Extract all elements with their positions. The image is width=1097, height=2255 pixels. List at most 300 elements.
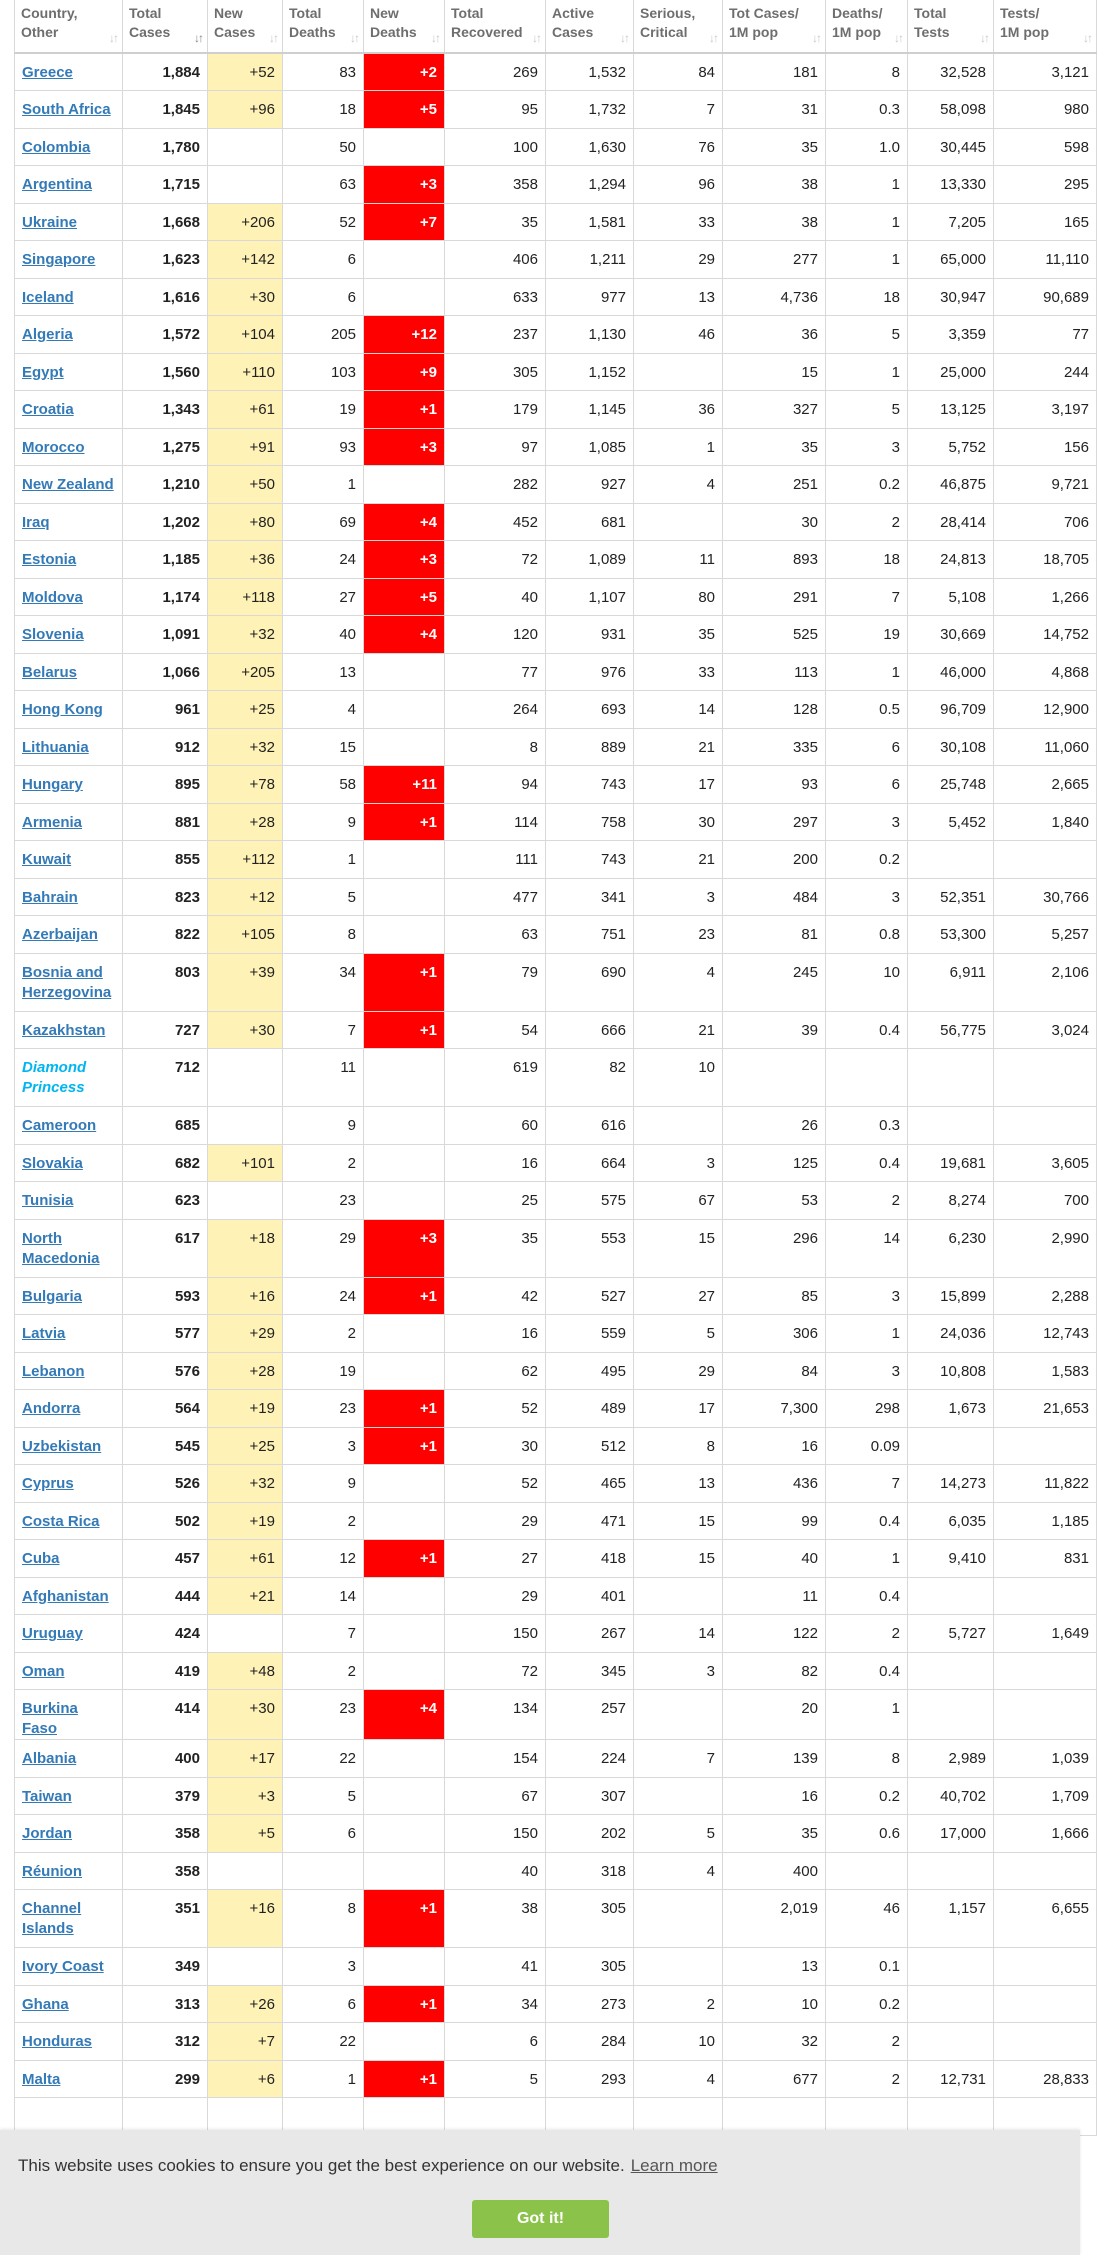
table-row xyxy=(15,541,1097,579)
cell-country-other[interactable] xyxy=(15,1219,123,1277)
cell-total-deaths: 8 xyxy=(283,916,364,954)
cell-total-cases: 1,780 xyxy=(123,128,208,166)
cell-totcases-1mpop: 53 xyxy=(723,1182,826,1220)
cell-active-cases: 1,085 xyxy=(546,428,634,466)
cell-totcases-1mpop: 13 xyxy=(723,1948,826,1986)
cell-active-cases: 305 xyxy=(546,1890,634,1948)
cell-serious-critical: 10 xyxy=(634,1049,723,1107)
cell-country-other[interactable] xyxy=(15,466,123,504)
cell-deaths-1mpop: 14 xyxy=(826,1219,908,1277)
country-link[interactable]: Azerbaijan xyxy=(22,926,98,943)
table-row xyxy=(15,428,1097,466)
cell-tests-1mpop: 3,605 xyxy=(994,1144,1097,1182)
column-header-line1: Total xyxy=(289,5,322,21)
cell-total-tests: 46,000 xyxy=(908,653,994,691)
cell-serious-critical: 29 xyxy=(634,1352,723,1390)
cell-country-other[interactable] xyxy=(15,278,123,316)
cell-total-tests: 13,125 xyxy=(908,391,994,429)
cell-new-cases: +32 xyxy=(208,728,283,766)
cell-country-other[interactable] xyxy=(15,428,123,466)
cell-active-cases: 1,145 xyxy=(546,391,634,429)
cell-country-other[interactable] xyxy=(15,541,123,579)
cell-country-other[interactable] xyxy=(15,953,123,1011)
country-link[interactable]: Egypt xyxy=(22,363,64,381)
cell-totcases-1mpop: 327 xyxy=(723,391,826,429)
cell-total-deaths: 23 xyxy=(283,1182,364,1220)
column-header-8[interactable] xyxy=(723,0,826,53)
cell-total-cases: 1,202 xyxy=(123,503,208,541)
country-link[interactable]: Kazakhstan xyxy=(22,1021,106,1039)
cell-deaths-1mpop: 5 xyxy=(826,391,908,429)
table-row xyxy=(15,1690,1097,1740)
cell-total-cases: 712 xyxy=(123,1049,208,1107)
cell-total-cases: 1,174 xyxy=(123,578,208,616)
cell-serious-critical: 13 xyxy=(634,1465,723,1503)
country-link[interactable]: Slovenia xyxy=(22,626,84,643)
cell-country-other[interactable] xyxy=(15,1948,123,1986)
country-link[interactable]: North Macedonia xyxy=(22,1229,100,1267)
cell-tests-1mpop: 11,060 xyxy=(994,728,1097,766)
cell-total-cases: 313 xyxy=(123,1985,208,2023)
table-row xyxy=(15,803,1097,841)
country-link[interactable]: Cuba xyxy=(22,1550,60,1567)
cell-country-other[interactable] xyxy=(15,166,123,204)
country-link[interactable]: Cameroon xyxy=(22,1117,97,1134)
cell-country-other[interactable] xyxy=(15,53,123,91)
country-link[interactable]: South Africa xyxy=(22,101,111,118)
cell-country-other[interactable] xyxy=(15,128,123,166)
cell-total-cases: 351 xyxy=(123,1890,208,1948)
column-header-3[interactable] xyxy=(283,0,364,53)
table-row xyxy=(15,1011,1097,1049)
country-link[interactable]: Bahrain xyxy=(22,888,78,906)
cell-total-tests: 10,808 xyxy=(908,1352,994,1390)
sort-arrows-icon[interactable]: ↓↑ xyxy=(709,31,717,45)
country-link[interactable]: Uzbekistan xyxy=(22,1437,102,1455)
cell-tests-1mpop: 1,185 xyxy=(994,1502,1097,1540)
cell-tests-1mpop: 5,257 xyxy=(994,916,1097,954)
cell-new-cases: +32 xyxy=(208,1465,283,1503)
country-link[interactable]: Belarus xyxy=(22,663,78,681)
country-link[interactable]: Latvia xyxy=(22,1325,66,1342)
cell-active-cases: 418 xyxy=(546,1540,634,1578)
cell-total-tests: 13,330 xyxy=(908,166,994,204)
country-link[interactable]: Croatia xyxy=(22,401,74,418)
cell-country-other[interactable] xyxy=(15,1852,123,1890)
cell-total-tests: 19,681 xyxy=(908,1144,994,1182)
cell-deaths-1mpop: 19 xyxy=(826,616,908,654)
cell-new-cases: +16 xyxy=(208,1277,283,1315)
column-header-7[interactable] xyxy=(634,0,723,53)
cell-deaths-1mpop: 6 xyxy=(826,766,908,804)
cell-total-cases: 1,343 xyxy=(123,391,208,429)
cell-total-cases: 457 xyxy=(123,1540,208,1578)
cell-country-other[interactable] xyxy=(15,91,123,129)
cell-total-deaths: 52 xyxy=(283,203,364,241)
cell-new-deaths xyxy=(364,1652,445,1690)
cell-total-cases: 822 xyxy=(123,916,208,954)
cell-active-cases: 553 xyxy=(546,1219,634,1277)
sort-arrows-icon[interactable]: ↓↑ xyxy=(532,31,540,45)
cell-active-cases: 1,630 xyxy=(546,128,634,166)
country-link[interactable]: Armenia xyxy=(22,813,83,831)
cell-country-other[interactable] xyxy=(15,728,123,766)
cell-active-cases: 931 xyxy=(546,616,634,654)
cell-country-other[interactable] xyxy=(15,503,123,541)
cell-total-deaths: 3 xyxy=(283,1948,364,1986)
cell-country-other[interactable] xyxy=(15,391,123,429)
cell-country-other[interactable] xyxy=(15,653,123,691)
country-link[interactable]: Bulgaria xyxy=(22,1287,83,1305)
country-link[interactable]: Algeria xyxy=(22,326,73,343)
cell-new-deaths xyxy=(364,728,445,766)
country-link[interactable]: Lithuania xyxy=(22,738,89,756)
cell-new-cases: +30 xyxy=(208,1690,283,1740)
table-row xyxy=(15,1352,1097,1390)
column-header-6[interactable] xyxy=(546,0,634,53)
cell-new-deaths: +3 xyxy=(364,1219,445,1277)
cell-active-cases: 273 xyxy=(546,1985,634,2023)
column-header-line1: Total xyxy=(129,5,162,21)
cell-active-cases: 1,294 xyxy=(546,166,634,204)
cell-new-cases: +19 xyxy=(208,1390,283,1428)
cell-active-cases: 666 xyxy=(546,1011,634,1049)
sort-arrows-icon[interactable]: ↓↑ xyxy=(109,31,117,45)
cell-country-other[interactable] xyxy=(15,1577,123,1615)
country-link[interactable]: Lebanon xyxy=(22,1362,85,1380)
cell-country-other[interactable] xyxy=(15,916,123,954)
column-header-line2: Cases xyxy=(552,24,594,40)
column-header-4[interactable] xyxy=(364,0,445,53)
cell-country-other[interactable] xyxy=(15,2060,123,2098)
country-link[interactable]: Uruguay xyxy=(22,1625,83,1642)
country-link[interactable]: Andorra xyxy=(22,1400,81,1417)
country-link[interactable]: Ghana xyxy=(22,1995,69,2013)
cell-country-other[interactable] xyxy=(15,1465,123,1503)
cell-total-tests: 30,445 xyxy=(908,128,994,166)
cell-deaths-1mpop: 18 xyxy=(826,541,908,579)
country-link[interactable]: Greece xyxy=(22,64,73,81)
cell-country-other[interactable] xyxy=(15,616,123,654)
cell-total-deaths: 24 xyxy=(283,1277,364,1315)
cell-country-other[interactable] xyxy=(15,1352,123,1390)
country-link[interactable]: Hungary xyxy=(22,776,83,793)
cell-totcases-1mpop: 277 xyxy=(723,241,826,279)
cell-deaths-1mpop: 2 xyxy=(826,1615,908,1653)
cell-new-cases: +142 xyxy=(208,241,283,279)
table-row xyxy=(15,1890,1097,1948)
cell-country-other[interactable] xyxy=(15,1390,123,1428)
cell-new-deaths: +1 xyxy=(364,803,445,841)
cell-tests-1mpop: 706 xyxy=(994,503,1097,541)
cell-country-other[interactable] xyxy=(15,803,123,841)
sort-arrows-icon[interactable]: ↓↑ xyxy=(269,31,277,45)
cell-tests-1mpop: 11,110 xyxy=(994,241,1097,279)
country-link[interactable]: Albania xyxy=(22,1750,77,1767)
table-row xyxy=(15,1502,1097,1540)
column-header-line2: Other xyxy=(21,24,59,40)
cell-total-cases: 961 xyxy=(123,691,208,729)
cell-serious-critical: 1 xyxy=(634,428,723,466)
cell-serious-critical: 7 xyxy=(634,91,723,129)
table-row xyxy=(15,1182,1097,1220)
cell-total-deaths: 4 xyxy=(283,691,364,729)
cell-deaths-1mpop: 1 xyxy=(826,203,908,241)
country-link[interactable]: Kuwait xyxy=(22,851,72,868)
cell-total-recovered: 477 xyxy=(445,878,546,916)
cell-total-tests xyxy=(908,1652,994,1690)
cell-totcases-1mpop: 306 xyxy=(723,1315,826,1353)
cell-total-deaths: 6 xyxy=(283,278,364,316)
table-row xyxy=(15,53,1097,91)
cell-totcases-1mpop: 113 xyxy=(723,653,826,691)
cell-new-cases xyxy=(208,1182,283,1220)
cell-country-other[interactable] xyxy=(15,1144,123,1182)
cell-totcases-1mpop: 245 xyxy=(723,953,826,1011)
country-link[interactable]: Ivory Coast xyxy=(22,1958,104,1975)
table-row xyxy=(15,91,1097,129)
cell-total-cases: 526 xyxy=(123,1465,208,1503)
country-link[interactable]: Taiwan xyxy=(22,1787,72,1805)
cell-country-other[interactable] xyxy=(15,1740,123,1778)
cell-total-recovered: 25 xyxy=(445,1182,546,1220)
column-header-10[interactable] xyxy=(908,0,994,53)
cell-total-deaths: 9 xyxy=(283,1465,364,1503)
cell-deaths-1mpop: 3 xyxy=(826,1277,908,1315)
cell-serious-critical: 10 xyxy=(634,2023,723,2061)
column-header-0[interactable] xyxy=(15,0,123,53)
column-header-11[interactable] xyxy=(994,0,1097,53)
country-link[interactable]: Morocco xyxy=(22,438,85,456)
cell-deaths-1mpop: 0.4 xyxy=(826,1144,908,1182)
cell-totcases-1mpop: 296 xyxy=(723,1219,826,1277)
country-link[interactable]: Iraq xyxy=(22,513,50,531)
cell-country-other[interactable] xyxy=(15,578,123,616)
cell-country-other[interactable] xyxy=(15,1890,123,1948)
cell-country-other[interactable] xyxy=(15,241,123,279)
cell-total-recovered: 358 xyxy=(445,166,546,204)
country-link[interactable]: New Zealand xyxy=(22,476,114,493)
cell-country-other[interactable] xyxy=(15,353,123,391)
country-link[interactable]: Colombia xyxy=(22,138,91,156)
cell-country-other[interactable] xyxy=(15,1815,123,1853)
cell-active-cases: 1,532 xyxy=(546,53,634,91)
country-link[interactable]: Jordan xyxy=(22,1825,73,1842)
cell-country-other[interactable]: Diamond Princess xyxy=(15,1049,123,1107)
cell-deaths-1mpop: 1 xyxy=(826,1690,908,1740)
cell-totcases-1mpop: 35 xyxy=(723,128,826,166)
cell-new-cases: +80 xyxy=(208,503,283,541)
cell-total-recovered: 179 xyxy=(445,391,546,429)
cell-tests-1mpop: 6,655 xyxy=(994,1890,1097,1948)
sort-arrows-icon[interactable]: ↓↑ xyxy=(194,31,202,45)
cell-total-deaths: 23 xyxy=(283,1690,364,1740)
sort-arrows-icon[interactable]: ↓↑ xyxy=(1083,31,1091,45)
country-link[interactable]: Cyprus xyxy=(22,1475,74,1492)
cell-country-other[interactable] xyxy=(15,1182,123,1220)
cell-deaths-1mpop: 0.4 xyxy=(826,1577,908,1615)
country-link[interactable]: Burkina Faso xyxy=(22,1700,78,1737)
cell-country-other[interactable] xyxy=(15,1427,123,1465)
country-link[interactable]: Argentina xyxy=(22,176,93,193)
column-header-2[interactable] xyxy=(208,0,283,53)
table-row xyxy=(15,1219,1097,1277)
country-link[interactable]: Hong Kong xyxy=(22,701,103,718)
cell-total-cases: 1,715 xyxy=(123,166,208,204)
country-link[interactable]: Ukraine xyxy=(22,213,78,231)
cookie-banner xyxy=(0,2130,1080,2255)
cell-country-other[interactable] xyxy=(15,203,123,241)
cell-total-tests xyxy=(908,1690,994,1740)
cell-country-other[interactable] xyxy=(15,1540,123,1578)
cell-new-cases: +7 xyxy=(208,2023,283,2061)
column-header-5[interactable] xyxy=(445,0,546,53)
cell-country-other[interactable] xyxy=(15,841,123,879)
cell-total-deaths: 8 xyxy=(283,1890,364,1948)
cell-serious-critical xyxy=(634,1690,723,1740)
column-header-line2: 1M pop xyxy=(832,24,881,40)
cell-total-deaths: 19 xyxy=(283,391,364,429)
cell-country-other[interactable] xyxy=(15,1315,123,1353)
table-row xyxy=(15,2060,1097,2098)
cell-new-cases: +61 xyxy=(208,1540,283,1578)
cell-total-recovered: 619 xyxy=(445,1049,546,1107)
column-header-9[interactable] xyxy=(826,0,908,53)
country-link[interactable]: Costa Rica xyxy=(22,1512,100,1530)
table-row xyxy=(15,466,1097,504)
country-link[interactable]: Channel Islands xyxy=(22,1900,82,1937)
cell-tests-1mpop: 1,649 xyxy=(994,1615,1097,1653)
cell-total-deaths xyxy=(283,1852,364,1890)
cell-total-recovered: 34 xyxy=(445,1985,546,2023)
cell-new-deaths xyxy=(364,1144,445,1182)
cell-serious-critical: 7 xyxy=(634,1740,723,1778)
cell-active-cases: 1,130 xyxy=(546,316,634,354)
cell-new-deaths xyxy=(364,1815,445,1853)
cell-serious-critical: 11 xyxy=(634,541,723,579)
cell-total-tests xyxy=(908,1107,994,1145)
sort-arrows-icon[interactable]: ↓↑ xyxy=(350,31,358,45)
cell-total-cases: 414 xyxy=(123,1690,208,1740)
sort-arrows-icon[interactable]: ↓↑ xyxy=(894,31,902,45)
cell-serious-critical: 3 xyxy=(634,1652,723,1690)
cell-active-cases: 664 xyxy=(546,1144,634,1182)
column-header-1[interactable] xyxy=(123,0,208,53)
country-link[interactable]: Iceland xyxy=(22,288,74,306)
sort-arrows-icon[interactable]: ↓↑ xyxy=(980,31,988,45)
cell-total-recovered: 52 xyxy=(445,1390,546,1428)
cell-tests-1mpop: 3,197 xyxy=(994,391,1097,429)
cell-total-deaths: 5 xyxy=(283,1777,364,1815)
country-link[interactable]: Afghanistan xyxy=(22,1587,109,1605)
cell-country-other[interactable] xyxy=(15,691,123,729)
cell-country-other[interactable] xyxy=(15,2023,123,2061)
got-it-button[interactable]: Got it! xyxy=(472,2200,609,2238)
table-row xyxy=(15,1049,1097,1107)
cell-serious-critical xyxy=(634,353,723,391)
cell-country-other[interactable] xyxy=(15,1107,123,1145)
cell-total-tests: 15,899 xyxy=(908,1277,994,1315)
cell-country-other[interactable] xyxy=(15,766,123,804)
cell-total-tests: 40,702 xyxy=(908,1777,994,1815)
cell-serious-critical: 4 xyxy=(634,1852,723,1890)
sort-arrows-icon[interactable]: ↓↑ xyxy=(812,31,820,45)
cell-active-cases: 495 xyxy=(546,1352,634,1390)
country-link[interactable]: Estonia xyxy=(22,551,77,568)
country-link[interactable]: Réunion xyxy=(22,1862,82,1880)
cell-tests-1mpop: 30,766 xyxy=(994,878,1097,916)
table-row xyxy=(15,353,1097,391)
table-row xyxy=(15,1107,1097,1145)
cell-total-cases: 1,845 xyxy=(123,91,208,129)
cell-active-cases: 202 xyxy=(546,1815,634,1853)
cell-total-cases: 564 xyxy=(123,1390,208,1428)
country-link[interactable]: Honduras xyxy=(22,2033,93,2050)
country-link[interactable]: Malta xyxy=(22,2070,61,2088)
cell-total-deaths: 24 xyxy=(283,541,364,579)
cell-total-deaths: 58 xyxy=(283,766,364,804)
country-link[interactable]: Tunisia xyxy=(22,1192,74,1209)
cell-new-deaths xyxy=(364,1352,445,1390)
cell-country-other[interactable] xyxy=(15,316,123,354)
cell-country-other[interactable] xyxy=(15,1777,123,1815)
cell-totcases-1mpop: 39 xyxy=(723,1011,826,1049)
cell-serious-critical: 27 xyxy=(634,1277,723,1315)
country-link[interactable]: Moldova xyxy=(22,588,83,606)
table-row xyxy=(15,241,1097,279)
cell-country-other[interactable] xyxy=(15,1652,123,1690)
cell-deaths-1mpop: 0.3 xyxy=(826,91,908,129)
cell-total-deaths: 27 xyxy=(283,578,364,616)
cell-total-recovered: 94 xyxy=(445,766,546,804)
sort-arrows-icon[interactable]: ↓↑ xyxy=(431,31,439,45)
country-link[interactable]: Oman xyxy=(22,1662,65,1680)
country-link[interactable]: Slovakia xyxy=(22,1154,83,1172)
country-link[interactable]: Singapore xyxy=(22,251,96,268)
cell-total-recovered: 16 xyxy=(445,1315,546,1353)
cell-tests-1mpop: 2,990 xyxy=(994,1219,1097,1277)
cell-country-other[interactable] xyxy=(15,878,123,916)
cell-total-cases: 358 xyxy=(123,1852,208,1890)
cell-country-other[interactable] xyxy=(15,1011,123,1049)
cell-country-other[interactable] xyxy=(15,1277,123,1315)
cell-country-other[interactable] xyxy=(15,1690,123,1740)
cell-new-cases xyxy=(208,1049,283,1107)
cell-active-cases: 1,581 xyxy=(546,203,634,241)
cell-country-other[interactable] xyxy=(15,1985,123,2023)
cell-serious-critical: 21 xyxy=(634,728,723,766)
cell-tests-1mpop xyxy=(994,1948,1097,1986)
cell-total-deaths: 12 xyxy=(283,1540,364,1578)
cell-new-cases: +206 xyxy=(208,203,283,241)
cell-new-cases: +32 xyxy=(208,616,283,654)
cell-deaths-1mpop: 10 xyxy=(826,953,908,1011)
cell-totcases-1mpop: 15 xyxy=(723,353,826,391)
table-row xyxy=(15,391,1097,429)
cell-totcases-1mpop: 31 xyxy=(723,91,826,129)
cell-country-other[interactable] xyxy=(15,1615,123,1653)
sort-arrows-icon[interactable]: ↓↑ xyxy=(620,31,628,45)
cookie-text: This website uses cookies to ensure you get the best experience on our website. xyxy=(18,2156,625,2175)
country-link[interactable]: Bosnia and Herzegovina xyxy=(22,963,112,1001)
cell-total-recovered: 120 xyxy=(445,616,546,654)
cell-country-other[interactable] xyxy=(15,1502,123,1540)
cell-active-cases: 690 xyxy=(546,953,634,1011)
cell-new-deaths: +1 xyxy=(364,1277,445,1315)
cell-new-deaths xyxy=(364,1852,445,1890)
learn-more-link[interactable]: Learn more xyxy=(630,2156,718,2175)
cell-tests-1mpop: 1,840 xyxy=(994,803,1097,841)
